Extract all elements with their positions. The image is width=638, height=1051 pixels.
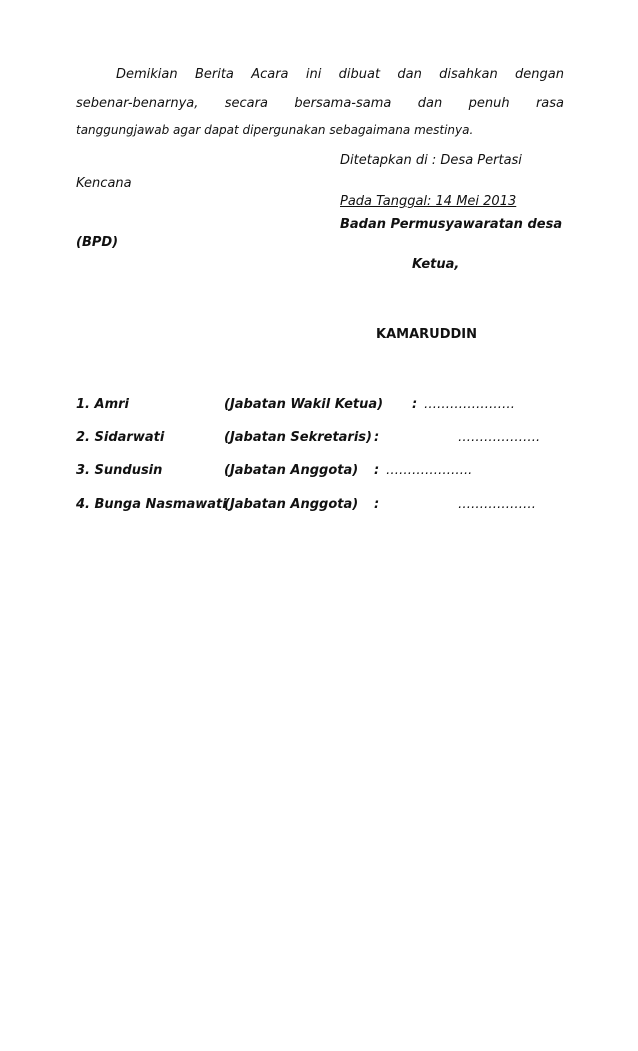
member-name: 2. Sidarwati bbox=[76, 430, 165, 445]
body-name-line: Badan Permusyawaratan desa bbox=[340, 217, 563, 232]
member-row bbox=[76, 429, 564, 447]
member-colon: : bbox=[374, 463, 380, 478]
closing-word: dan bbox=[417, 96, 443, 111]
member-signature-line: ……………….. bbox=[386, 463, 473, 478]
member-row bbox=[76, 496, 564, 514]
member-name: 1. Amri bbox=[76, 397, 129, 412]
member-name: 3. Sundusin bbox=[76, 463, 163, 478]
member-role: (Jabatan Wakil Ketua) bbox=[224, 397, 384, 412]
position-title: Ketua, bbox=[412, 257, 460, 272]
place-continuation: Kencana bbox=[76, 176, 132, 191]
closing-word: rasa bbox=[535, 96, 564, 111]
chair-name: KAMARUDDIN bbox=[376, 327, 477, 342]
member-signature-line: ……………… bbox=[458, 497, 536, 512]
closing-word: sebenar-benarnya, bbox=[76, 96, 199, 111]
member-row bbox=[76, 396, 564, 414]
member-colon: : bbox=[412, 397, 418, 412]
closing-line-3: tanggungjawab agar dapat dipergunakan sebagaimana mestinya. bbox=[76, 123, 474, 137]
closing-line-2 bbox=[76, 95, 564, 113]
closing-word: penuh bbox=[468, 96, 510, 111]
member-role: (Jabatan Anggota) bbox=[224, 463, 359, 478]
member-colon: : bbox=[374, 497, 380, 512]
body-name-continuation: (BPD) bbox=[76, 235, 119, 250]
member-colon: : bbox=[374, 430, 380, 445]
closing-line-1: Demikian Berita Acara ini dibuat dan disahkan dengan bbox=[116, 67, 564, 82]
member-signature-line: ………………. bbox=[458, 430, 541, 445]
member-signature-line: ………………… bbox=[424, 397, 515, 412]
member-row bbox=[76, 462, 564, 480]
closing-word: secara bbox=[224, 96, 268, 111]
member-role: (Jabatan Sekretaris) bbox=[224, 430, 372, 445]
member-name: 4. Bunga Nasmawati bbox=[76, 497, 227, 512]
member-role: (Jabatan Anggota) bbox=[224, 497, 359, 512]
place-label: Ditetapkan di : Desa Pertasi bbox=[340, 153, 522, 168]
closing-word: bersama-sama bbox=[294, 96, 392, 111]
date-line: Pada Tanggal: 14 Mei 2013 bbox=[340, 194, 517, 209]
